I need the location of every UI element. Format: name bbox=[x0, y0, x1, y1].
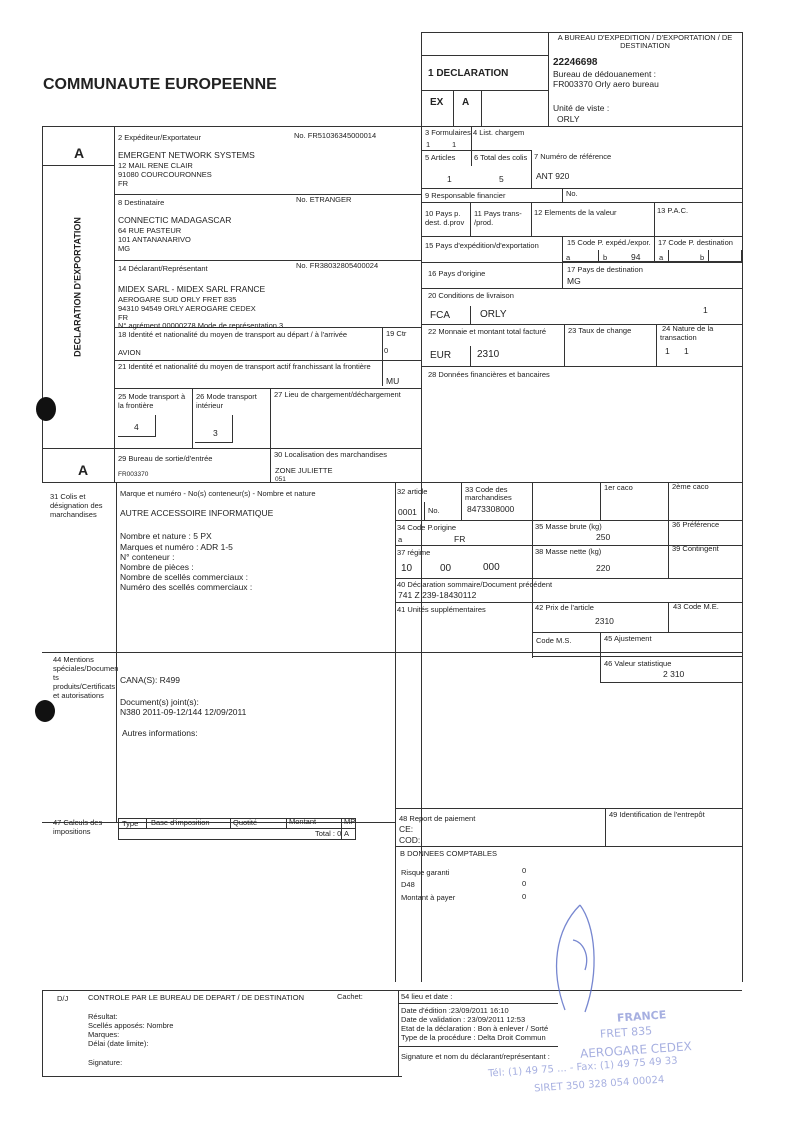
vertical-title: DECLARATION D'EXPORTATION bbox=[72, 217, 83, 357]
box31-line: Numéro des scellés commerciaux : bbox=[120, 582, 253, 592]
declarant-address: 94310 94549 ORLY AEROGARE CEDEX bbox=[118, 304, 256, 313]
box36-label: 36 Préférence bbox=[672, 520, 720, 529]
box44-label: ts bbox=[53, 673, 59, 682]
box44-other: Autres informations: bbox=[122, 728, 198, 738]
box19-value: 0 bbox=[384, 346, 389, 355]
box5-label: 5 Articles bbox=[425, 153, 456, 162]
box35-label: 35 Masse brute (kg) bbox=[535, 522, 602, 531]
box17-b: b bbox=[700, 253, 705, 262]
box32-value: 0001 bbox=[398, 507, 417, 517]
box38-label: 38 Masse nette (kg) bbox=[535, 547, 602, 556]
declarant-number: No. FR38032805400024 bbox=[296, 261, 379, 270]
bureau-dedouanement-label: Bureau de dédouanement : bbox=[553, 69, 657, 79]
box31-line: N° conteneur : bbox=[120, 552, 175, 562]
box9-no: No. bbox=[566, 189, 578, 198]
declarant-name: MIDEX SARL - MIDEX SARL FRANCE bbox=[118, 284, 266, 294]
boxd-signature: Signature: bbox=[88, 1058, 123, 1067]
box47-total-suffix: A bbox=[344, 829, 350, 838]
box34-value: FR bbox=[454, 534, 466, 544]
consignee-address: 101 ANTANANARIVO bbox=[118, 235, 191, 244]
declarant-label: 14 Déclarant/Représentant bbox=[118, 264, 208, 273]
box54-line: Etat de la déclaration : Bon à enlever / Sorté bbox=[401, 1024, 549, 1033]
box15-label: 15 Pays d'expédition/d'exportation bbox=[425, 241, 539, 250]
box48-cod: COD: bbox=[399, 835, 421, 845]
box47-label: impositions bbox=[53, 827, 91, 836]
box48-ce: CE: bbox=[399, 824, 414, 834]
box9-label: 9 Responsable financier bbox=[425, 191, 506, 200]
box44-cana: CANA(S): R499 bbox=[120, 675, 180, 685]
box42-value: 2310 bbox=[595, 616, 614, 626]
box32-label: 32 article bbox=[397, 487, 428, 496]
box37-value: 000 bbox=[483, 562, 500, 573]
box29-value: FR003370 bbox=[118, 471, 149, 478]
box12-label: 12 Elements de la valeur bbox=[534, 208, 617, 217]
box26-value: 3 bbox=[213, 428, 218, 438]
code-ms-label: Code M.S. bbox=[536, 636, 572, 645]
exporter-name: EMERGENT NETWORK SYSTEMS bbox=[118, 150, 255, 160]
box31-label: désignation des bbox=[50, 501, 103, 510]
box47-col-base: Base d'imposition bbox=[151, 818, 210, 827]
stamp-line: FRET 835 bbox=[599, 1024, 653, 1041]
box54-line: Type de la procédure : Delta Droit Commun bbox=[401, 1033, 546, 1042]
box31-line: Nombre et nature : 5 PX bbox=[120, 531, 212, 541]
box16-label: 16 Pays d'origine bbox=[428, 269, 486, 278]
declarant-address: AEROGARE SUD ORLY FRET 835 bbox=[118, 295, 237, 304]
box27-label: 27 Lieu de chargement/déchargement bbox=[274, 390, 401, 399]
box20-code: FCA bbox=[430, 310, 450, 321]
box22-label: 22 Monnaie et montant total facturé bbox=[428, 327, 546, 336]
boxb-row-value: 0 bbox=[522, 866, 527, 875]
box38-value: 220 bbox=[596, 563, 611, 573]
box33-caco-1: 1er caco bbox=[604, 483, 633, 492]
box34-label: 34 Code P.origine bbox=[397, 523, 457, 532]
box22-currency: EUR bbox=[430, 350, 452, 361]
boxd-line: Marques: bbox=[88, 1030, 120, 1039]
box47-total: Total : 0 bbox=[315, 829, 342, 838]
box48-label: 48 Report de paiement bbox=[399, 814, 476, 823]
box34-a: a bbox=[398, 535, 403, 544]
box24-value: 1 bbox=[665, 346, 670, 356]
box24-label: transaction bbox=[660, 333, 697, 342]
box17-a: a bbox=[659, 253, 664, 262]
box15-code-label: 15 Code P. expéd./expor. bbox=[567, 238, 651, 247]
box43-label: 43 Code M.E. bbox=[673, 602, 719, 611]
box45-label: 45 Ajustement bbox=[604, 634, 652, 643]
box44-label: et autorisations bbox=[53, 691, 104, 700]
punch-hole-bottom bbox=[35, 700, 55, 722]
boxd-title: CONTROLE PAR LE BUREAU DE DEPART / DE DESTINATION bbox=[88, 993, 305, 1002]
box31-description: AUTRE ACCESSOIRE INFORMATIQUE bbox=[120, 508, 274, 518]
box17-dest-label: 17 Pays de destination bbox=[567, 265, 643, 274]
box31-line: Nombre de scellés commerciaux : bbox=[120, 572, 249, 582]
box44-label: spéciales/Documen bbox=[53, 664, 119, 673]
consignee-address: 64 RUE PASTEUR bbox=[118, 226, 182, 235]
box31-line: Nombre de pièces : bbox=[120, 562, 194, 572]
box7-label: 7 Numéro de référence bbox=[534, 152, 612, 161]
box15-a: a bbox=[566, 253, 571, 262]
exporter-address: 12 MAIL RENE CLAIR bbox=[118, 161, 193, 170]
box37-value: 00 bbox=[440, 563, 452, 574]
box20-place: ORLY bbox=[480, 309, 507, 320]
box3-value: 1 bbox=[426, 140, 431, 149]
box10-label: dest. d.prov bbox=[425, 218, 465, 227]
box54-signature: Signature et nom du déclarant/représentant : bbox=[401, 1052, 550, 1061]
box21-value: MU bbox=[386, 376, 400, 386]
bureau-label: A BUREAU D'EXPEDITION / D'EXPORTATION / DE DESTINATION bbox=[557, 33, 733, 51]
consignee-label: 8 Destinataire bbox=[118, 198, 165, 207]
box47-col-type: Type bbox=[122, 819, 139, 828]
box44-label: 44 Mentions bbox=[53, 655, 94, 664]
box10-label: 10 Pays p. bbox=[425, 209, 461, 218]
box47-col-montant: Montant bbox=[289, 817, 317, 826]
box33-label: 33 Code des bbox=[465, 485, 508, 494]
box23-label: 23 Taux de change bbox=[568, 326, 632, 335]
box29-label: 29 Bureau de sortie/d'entrée bbox=[118, 454, 213, 463]
box26-label: 26 Mode transport bbox=[196, 392, 257, 401]
box15-b: b bbox=[603, 253, 608, 262]
declaration-type-2: A bbox=[462, 97, 470, 108]
box44-docs-label: Document(s) joint(s): bbox=[120, 697, 199, 707]
box54-line: Date d'édition :23/09/2011 16:10 bbox=[401, 1006, 509, 1015]
box3-value: 1 bbox=[452, 140, 457, 149]
box39-label: 39 Contingent bbox=[672, 544, 719, 553]
bureau-number: 22246698 bbox=[553, 57, 598, 68]
box3-label: 3 Formulaires bbox=[425, 128, 471, 137]
declaration-type-1: EX bbox=[430, 97, 444, 108]
box6-value: 5 bbox=[499, 174, 504, 184]
boxb-row-label: D48 bbox=[401, 880, 415, 889]
boxd-cachet: Cachet: bbox=[337, 992, 363, 1001]
box25-label: 25 Mode transport à bbox=[118, 392, 186, 401]
box25-value: 4 bbox=[134, 422, 139, 432]
box21-label: 21 Identité et nationalité du moyen de transport actif franchissant la frontière bbox=[118, 362, 371, 371]
box33-value: 8473308000 bbox=[467, 504, 515, 514]
box46-label: 46 Valeur statistique bbox=[604, 659, 672, 668]
boxb-row-value: 0 bbox=[522, 879, 527, 888]
box11-label: 11 Pays trans- bbox=[474, 209, 522, 218]
box33-label: marchandises bbox=[465, 493, 512, 502]
punch-hole-top bbox=[36, 397, 56, 421]
box15-value: 94 bbox=[631, 252, 641, 262]
box47-col-quotite: Quotité bbox=[233, 818, 258, 827]
box28-label: 28 Données financières et bancaires bbox=[428, 370, 550, 379]
box47-label: 47 Calculs des bbox=[53, 818, 103, 827]
boxb-label: B DONNEES COMPTABLES bbox=[400, 849, 497, 858]
box17-dest-value: MG bbox=[567, 276, 581, 286]
handwritten-signature bbox=[545, 900, 615, 1020]
box24-label: 24 Nature de la bbox=[662, 324, 714, 333]
box46-value: 2 310 bbox=[663, 669, 685, 679]
box32-no: No. bbox=[428, 506, 440, 515]
box7-value: ANT 920 bbox=[536, 171, 570, 181]
exporter-address: 91080 COURCOURONNES bbox=[118, 170, 212, 179]
box17-code-label: 17 Code P. destination bbox=[658, 238, 733, 247]
boxb-row-label: Risque garanti bbox=[401, 868, 450, 877]
box5-value: 1 bbox=[447, 174, 452, 184]
box19-label: 19 Ctr bbox=[386, 329, 407, 338]
box54-label: 54 lieu et date : bbox=[401, 992, 453, 1001]
box31-label: 31 Colis et bbox=[50, 492, 86, 501]
declaration-label: 1 DECLARATION bbox=[428, 68, 509, 79]
boxd-label: D/J bbox=[57, 994, 69, 1003]
box6-label: 6 Total des colis bbox=[474, 153, 528, 162]
box30-value: ZONE JULIETTE bbox=[275, 466, 333, 475]
box47-col-mp: MP bbox=[344, 817, 356, 826]
page-title: COMMUNAUTE EUROPEENNE bbox=[43, 76, 277, 93]
box44-docs-value: N380 2011-09-12/144 12/09/2011 bbox=[120, 707, 247, 717]
copy-letter: A bbox=[74, 145, 85, 161]
box24-value: 1 bbox=[684, 346, 689, 356]
box4-label: 4 List. chargem bbox=[473, 128, 525, 137]
copy-letter: A bbox=[78, 462, 89, 478]
consignee-country: MG bbox=[118, 244, 131, 253]
boxb-row-label: Montant à payer bbox=[401, 893, 456, 902]
stamp-line: FRANCE bbox=[616, 1008, 667, 1025]
box25-label: la frontière bbox=[118, 401, 154, 410]
exporter-number: No. FR51036345000014 bbox=[294, 131, 377, 140]
box44-label: produits/Certificats bbox=[53, 682, 116, 691]
box20-label: 20 Conditions de livraison bbox=[428, 291, 514, 300]
consignee-name: CONNECTIC MADAGASCAR bbox=[118, 215, 232, 225]
declarant-country: FR bbox=[118, 313, 128, 322]
box30-label: 30 Localisation des marchandises bbox=[274, 450, 387, 459]
boxd-line: Scellés apposés: Nombre bbox=[88, 1021, 174, 1030]
boxd-line: Délai (date limite): bbox=[88, 1039, 149, 1048]
box54-line: Date de validation : 23/09/2011 12:53 bbox=[401, 1015, 526, 1024]
box31-line: Marques et numéro : ADR 1-5 bbox=[120, 542, 233, 552]
box26-label: intérieur bbox=[196, 401, 224, 410]
box30-value: 051 bbox=[275, 476, 286, 483]
consignee-number: No. ETRANGER bbox=[296, 195, 352, 204]
unite-visite-value: ORLY bbox=[557, 114, 580, 124]
box37-value: 10 bbox=[401, 563, 413, 574]
box49-label: 49 Identification de l'entrepôt bbox=[609, 810, 705, 819]
box40-value: 741 Z 239-18430112 bbox=[398, 590, 477, 600]
box18-label: 18 Identité et nationalité du moyen de transport au départ / à l'arrivée bbox=[118, 330, 348, 339]
box42-label: 42 Prix de l'article bbox=[535, 603, 594, 612]
box35-value: 250 bbox=[596, 532, 611, 542]
box31-label: marchandises bbox=[50, 510, 97, 519]
box31-header: Marque et numéro - No(s) conteneur(s) - Nombre et nature bbox=[120, 489, 316, 498]
box33-caco-2: 2ème caco bbox=[672, 482, 709, 491]
stamp-line: SIRET 350 328 054 00024 bbox=[533, 1074, 665, 1095]
unite-visite-label: Unité de viste : bbox=[553, 103, 610, 113]
box20-number: 1 bbox=[703, 305, 708, 315]
box13-label: 13 P.A.C. bbox=[657, 206, 689, 215]
box18-value: AVION bbox=[118, 348, 141, 357]
bureau-dedouanement-value: FR003370 Orly aero bureau bbox=[553, 79, 659, 89]
box40-label: 40 Déclaration sommaire/Document précédent bbox=[397, 580, 553, 589]
exporter-country: FR bbox=[118, 179, 128, 188]
boxb-row-value: 0 bbox=[522, 892, 527, 901]
box37-label: 37 régime bbox=[397, 548, 431, 557]
exporter-label: 2 Expéditeur/Exportateur bbox=[118, 133, 201, 142]
boxd-line: Résultat: bbox=[88, 1012, 118, 1021]
box11-label: /prod. bbox=[474, 218, 494, 227]
stamp-line: Tél: (1) 49 75 ... - Fax: (1) 49 75 49 33 bbox=[487, 1055, 678, 1080]
stamp-line: AEROGARE CEDEX bbox=[579, 1039, 693, 1061]
box41-label: 41 Unités supplémentaires bbox=[397, 605, 486, 614]
box22-amount: 2310 bbox=[477, 349, 500, 360]
declarant-agreement: N° agrément 00000278 Mode de représentation 3 bbox=[118, 321, 284, 330]
